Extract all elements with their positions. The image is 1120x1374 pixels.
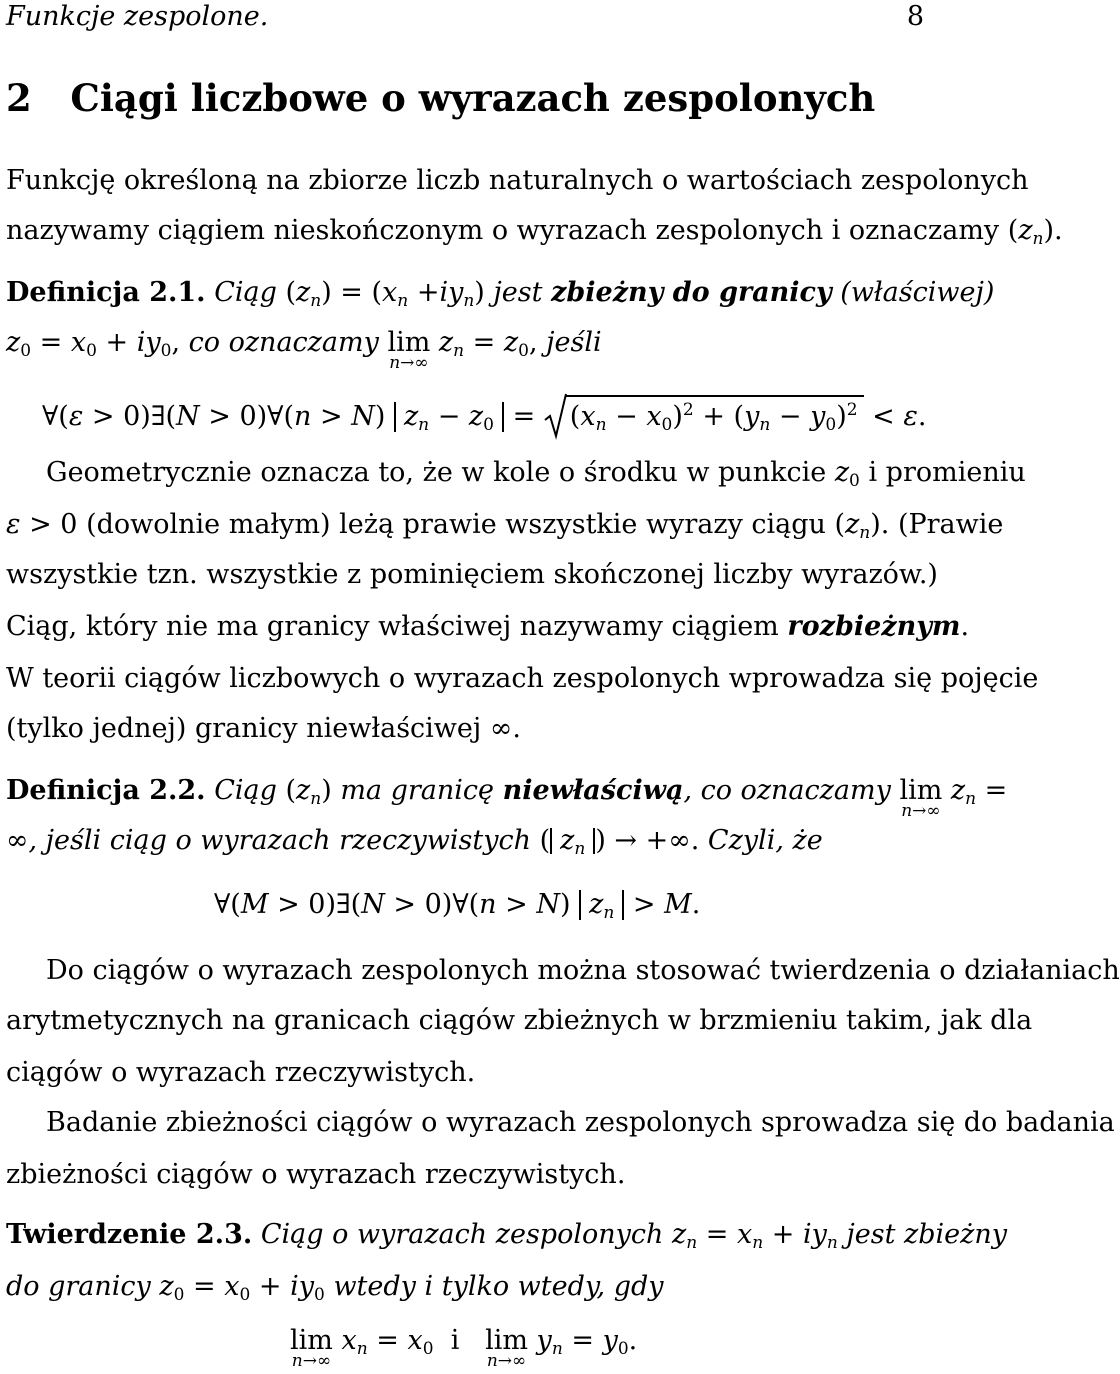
geometric-line-1: Geometrycznie oznacza to, że w kole o środku w punkcie $z_0$ i promieniu: [46, 457, 1026, 491]
theorem-2-3-formula: lim n→∞ $x_n = x_0$ i lim n→∞ $y_n = y_0$.: [290, 1325, 638, 1371]
theorem-label: Twierdzenie 2.3.: [6, 1219, 253, 1250]
definition-2-2-line-2: ∞, jeśli ciąg o wyrazach rzeczywistych ( $z_n$ ) → +∞. Czyli, że: [6, 825, 823, 859]
improper-line-2: (tylko jednej) granicy niewłaściwej ∞.: [6, 713, 521, 744]
intro-line-2: nazywamy ciągiem nieskończonym o wyrazach zespolonych i oznaczamy $(z_n)$.: [6, 215, 1063, 249]
term-zbiezny: zbieżny do granicy: [551, 277, 832, 308]
definition-2-2-line-1: Definicja 2.2. Ciąg $(z_n)$ ma granicę niewłaściwą, co oznaczamy lim n→∞ $z_n$ =: [6, 775, 1008, 821]
section-number: 2: [6, 76, 32, 120]
reduce-line-2: zbieżności ciągów o wyrazach rzeczywistych.: [6, 1159, 626, 1190]
arith-line-1: Do ciągów o wyrazach zespolonych można stosować twierdzenia o działaniach: [46, 955, 1120, 986]
running-title: Funkcje zespolone.: [6, 1, 269, 32]
intro-line-1: Funkcję określoną na zbiorze liczb naturalnych o wartościach zespolonych: [6, 165, 1029, 196]
definition-2-1-line-1: Definicja 2.1. Ciąg $(z_n) = (x_n +iy_n)$ jest zbieżny do granicy (właściwej): [6, 277, 995, 311]
definition-2-1-line-2: $z_0 = x_0 + iy_0$, co oznaczamy lim n→∞ $z_n = z_0$, jeśli: [6, 327, 602, 373]
limit-operator: lim n→∞: [290, 1325, 333, 1371]
term-niewlasciwa: niewłaściwą: [502, 775, 684, 806]
limit-operator: lim n→∞: [485, 1325, 528, 1371]
geometric-line-2: ε > 0 (dowolnie małym) leżą prawie wszystkie wyrazy ciągu $(z_n)$. (Prawie: [6, 509, 1004, 543]
theorem-2-3-line-1: Twierdzenie 2.3. Ciąg o wyrazach zespolonych $z_n = x_n + iy_n$ jest zbieżny: [6, 1219, 1008, 1253]
section-heading: [6, 76, 875, 120]
term-rozbiezny: rozbieżnym: [787, 611, 961, 642]
divergent-line: Ciąg, który nie ma granicy właściwej nazywamy ciągiem rozbieżnym.: [6, 611, 970, 642]
definition-label: Definicja 2.1.: [6, 277, 206, 308]
theorem-2-3-line-2: do granicy $z_0 = x_0 + iy_0$ wtedy i tylko wtedy, gdy: [6, 1271, 664, 1305]
epsilon-condition: ∀(ε > 0)∃(N > 0)∀(n > N) $z_n - z_0$ = $(x_n - x_0)^2 + (y_n - y_0)^2 < \varepsilon$.: [42, 400, 926, 434]
arith-line-3: ciągów o wyrazach rzeczywistych.: [6, 1057, 476, 1088]
square-root: $(x_n - x_0)^2 + (y_n - y_0)^2$: [544, 400, 864, 434]
page-number: 8: [906, 1, 924, 32]
limit-operator: lim n→∞: [899, 775, 943, 821]
limit-operator: lim n→∞: [387, 327, 431, 373]
section-title: Ciągi liczbowe o wyrazach zespolonych: [70, 76, 876, 120]
definition-label: Definicja 2.2.: [6, 775, 206, 806]
reduce-line-1: Badanie zbieżności ciągów o wyrazach zespolonych sprowadza się do badania: [46, 1107, 1115, 1138]
improper-line-1: W teorii ciągów liczbowych o wyrazach zespolonych wprowadza się pojęcie: [6, 663, 1039, 694]
geometric-line-3: wszystkie tzn. wszystkie z pominięciem skończonej liczby wyrazów.): [6, 559, 938, 590]
arith-line-2: arytmetycznych na granicach ciągów zbieżnych w brzmieniu takim, jak dla: [6, 1005, 1033, 1036]
improper-condition: ∀(M > 0)∃(N > 0)∀(n > N) $z_n > M$.: [214, 889, 701, 923]
